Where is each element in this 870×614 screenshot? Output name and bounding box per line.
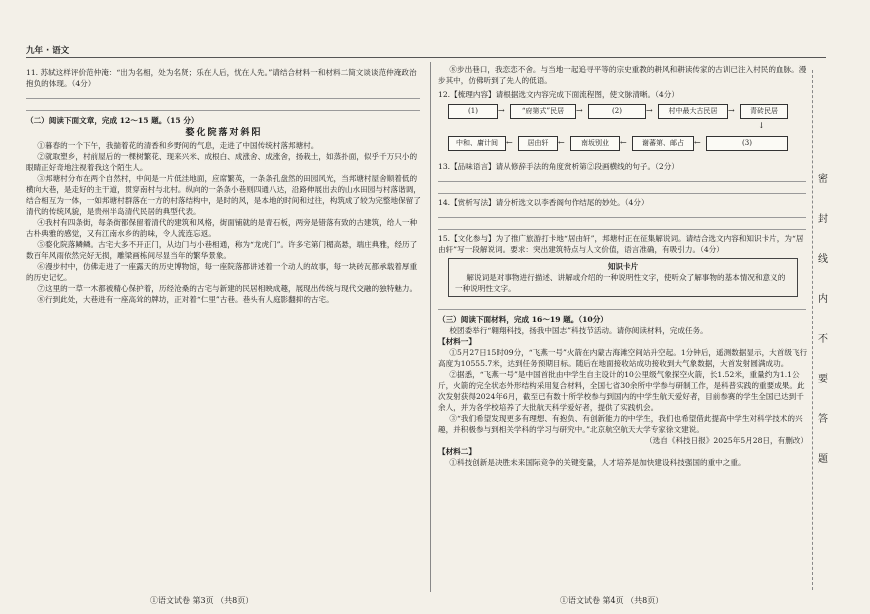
flow-box: “府第式”民居 [510, 104, 576, 119]
answer-line[interactable] [26, 101, 420, 111]
material-2-label: 【材料二】 [438, 447, 476, 456]
material-paragraph: ①科技创新是决胜未来国际竞争的关键变量，人才培养是加快建设科技强国的重中之重。 [449, 458, 746, 467]
material-paragraph: ②据悉，“飞燕一号”是中国首批由中学生自主设计的10公里级气象探空火箭，长1.52米，重量约为1.1公斤，火箭的完全状态外形结构采用复合材料，全国七省30余所中学参与研制工作，是科普实践的重要成果。此次发射获得2024年6月，截至已有数十所学校参与到国内的中学生航天爱好者，目前参赛的学生全国已达到千余人，并为各学校培养了大批航天科学爱好者，提供了实践机会。 [438, 370, 805, 412]
seal-char: 封 [818, 214, 828, 225]
knowledge-card-title: 知识卡片 [607, 262, 639, 271]
article-paragraph: ④我村有四条街，每条街都保留着清代的建筑和风格，街面铺就的是青石板，两旁是错落有致的古建筑，给人一种古朴典雅的感觉，又有江南水乡的韵味，令人流连忘返。 [26, 218, 418, 238]
arrow-down-icon: ↓ [758, 121, 765, 130]
material-paragraph: ①5月27日15时09分，“飞燕一号”火箭在内蒙古海滩空间站升空起。1分钟后，遥测数据显示，大首级飞行高度为10555.7米，达到任务预期目标。随后在地面接收站成功接收到大气象数据，大首发射圆满成功。 [438, 348, 808, 368]
article-paragraph: ⑧行到此处，大巷进有一座高耸的牌坊，正对着“仁里”古巷。巷头有人庭影翻抑的古宅。 [37, 295, 334, 304]
article-paragraph: ③邦塘村分布在两个自然村，中间是一片低洼地面，应席繁英，一条条孔盘然的田园风光，当邦塘村屋舍顺着低的横向大巷，是走好的主干道，贯穿南村与北村。纵向的一条条小巷则四通八达，沿路伸展出去的山水田园与村落谐调，结合相互为一体，一如邦塘村群落在一方的村落结构中，是时的风，是本地的时间和过往，构筑成了较为完整地保留了清代的传统风貌，是贵州半岛清代民居的典型代表。 [26, 174, 421, 216]
arrow-right-icon: → [576, 106, 583, 115]
answer-line[interactable] [438, 300, 806, 310]
answer-line[interactable] [438, 184, 806, 194]
material-paragraph: ③“我们希望发现更多有理想、有抱负、有创新能力的中学生，我们也希望借此提高中学生对科学技术的兴趣，并积极参与到相关学科的学习与研究中。”北京航空航天大学专家徐文建说。 [438, 414, 803, 434]
arrow-left-icon: ← [558, 138, 565, 147]
page-header: 九年 · 语文 [26, 46, 70, 56]
left-column [26, 64, 422, 305]
section-3-intro: 校团委举行“翱翔科技，扬我中国志”科技节活动。请你阅读材料，完成任务。 [449, 326, 708, 335]
flow-box[interactable]: (1) [448, 104, 498, 119]
seal-char: 答 [818, 414, 828, 425]
seal-char: 线 [818, 254, 828, 265]
knowledge-card [448, 258, 798, 297]
answer-line[interactable] [438, 208, 806, 218]
seal-notice [816, 160, 830, 480]
flow-box: 南坂别业 [570, 136, 620, 151]
arrow-left-icon: ← [620, 138, 627, 147]
footer-left: ①语文试卷 第3页 （共8页） [150, 596, 254, 605]
arrow-left-icon: ← [506, 138, 513, 147]
material-1-label: 【材料一】 [438, 337, 476, 346]
source-citation: （选自《科技日报》2025年5月28日，有删改） [645, 436, 808, 445]
flow-box: 中和、庸计间 [448, 136, 506, 151]
answer-line[interactable] [26, 89, 420, 99]
seal-char: 内 [818, 294, 828, 305]
flow-box: 谢蕃第、邮占 [632, 136, 694, 151]
seal-line [812, 70, 813, 590]
footer-right: ①语文试卷 第4页 （共8页） [560, 596, 664, 605]
flow-box[interactable]: (3) [706, 136, 788, 151]
right-column [438, 64, 808, 468]
flow-chart [448, 102, 808, 158]
seal-char: 题 [818, 454, 828, 465]
flow-box: 居由轩 [518, 136, 558, 151]
article-title: 婺化院落对斜阳 [185, 128, 263, 138]
arrow-left-icon: ← [694, 138, 701, 147]
arrow-right-icon: → [728, 106, 735, 115]
answer-line[interactable] [438, 172, 806, 182]
question-15: 15.【文化参与】为了推广旅游打卡地“居由轩”，邦塘村正在征集解说词。请结合选文内容和知识卡片，为“居由轩”写一段解说词。要求：突出建筑特点与人文价值，语言准确，有吸引力。（4分） [438, 234, 804, 254]
answer-line[interactable] [438, 220, 806, 230]
question-14: 14.【赏析写法】请分析选文以李香阁句作结尾的妙处。（4分） [438, 198, 649, 207]
seal-char: 密 [818, 174, 828, 185]
article-paragraph: ②就取塑乡，村前屋后的一棵树繁花、现来兴米、成根白、成涨舍、成涨舍，扬栽土，如蒸扑面，似乎千万只小的眼睛正好奇地注视着我这个陌生人。 [26, 152, 418, 172]
flow-box: 村中最大古民居 [658, 104, 728, 119]
knowledge-card-text: 解说词是对事物进行描述、讲解或介绍的一种说明性文字，使听众了解事物的基本情况和意义的一种说明性文字。 [455, 273, 786, 293]
section-2-title: （二）阅读下面文章，完成 12～15 题。（15 分） [26, 116, 199, 125]
question-12: 12.【梳理内容】请根据选文内容完成下面流程图，使文脉清晰。（4分） [438, 90, 679, 99]
seal-char: 要 [818, 374, 828, 385]
flow-box[interactable]: (2) [588, 104, 646, 119]
column-divider [430, 62, 431, 592]
seal-char: 不 [818, 334, 828, 345]
section-3-title: （三）阅读下面材料，完成 16～19 题。（10分） [438, 315, 608, 324]
question-13: 13.【品味语言】请从修辞手法的角度赏析第②段画横线的句子。（2分） [438, 162, 679, 171]
arrow-right-icon: → [646, 106, 653, 115]
question-11: 11. 苏轼这样评价范仲淹：“出为名相，处为名贤；乐在人后，忧在人先。”请结合材料一和材料二简文谈谈范仲淹政治抱负的体现。（4分） [26, 68, 417, 88]
article-paragraph: ⑦这里的一草一木都被精心保护着，历经沧桑的古宅与新建的民居相映成趣，展现出传统与现代交融的独特魅力。 [37, 284, 418, 293]
article-paragraph: ①暮春的一个下午，我揣着花的清香和乡野间的气息，走进了中国传统村落邦塘村。 [37, 141, 319, 150]
flow-box: 青砖民居 [740, 104, 788, 119]
article-paragraph-continued: ⑧步出巷口，我恋恋不舍。与当地一起追寻平等的宗史重教的耕风和耕读传家的古训已注入村民的血脉。漫步其中，仿佛听到了先人的低语。 [438, 65, 807, 85]
article-paragraph: ⑥漫步村中，仿佛走进了一座露天的历史博物馆，每一座院落都讲述着一个动人的故事，每一块砖瓦都承载着厚重的历史记忆。 [26, 262, 418, 282]
article-paragraph: ⑤婺化院落鳞鳞。古宅大多不开正门，从边门与小巷相通，称为“龙虎门”。许多宅第门楣高悬，端庄典雅，经历了数百年风雨依然完好无损，雕梁画栋间尽显当年的繁华景象。 [26, 240, 418, 260]
arrow-right-icon: → [498, 106, 505, 115]
header-rule [26, 57, 826, 58]
